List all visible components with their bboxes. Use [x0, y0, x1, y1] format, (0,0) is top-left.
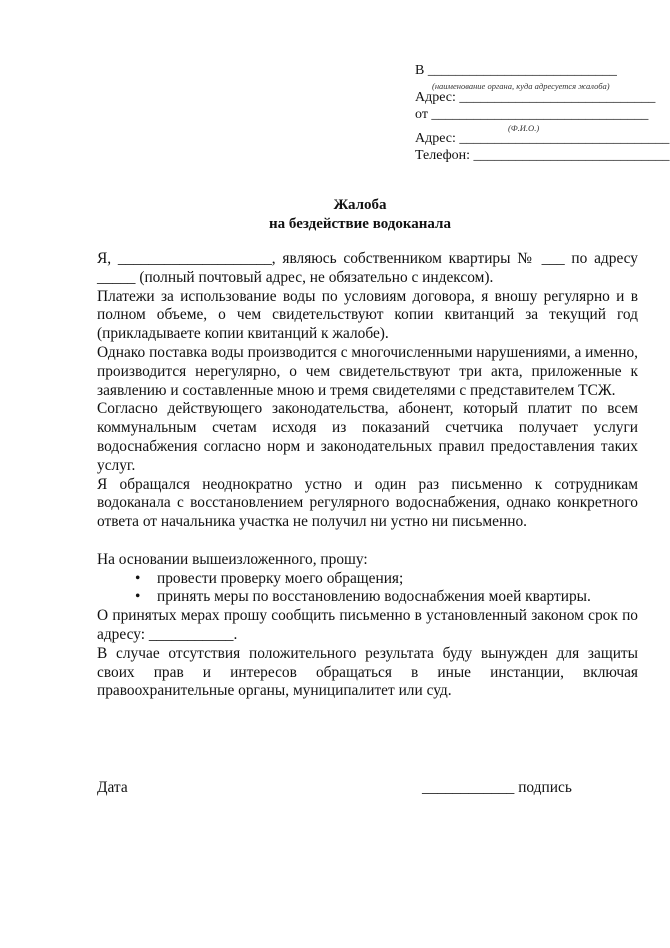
paragraph: Согласно действующего законодательства, абонент, который платит по всем коммунальным счетам исходя из показаний счетчика получает услуги водоснабжения согласно норм и законодательных правил предоставления таких услуг. [97, 400, 638, 474]
recipient-address-line: Адрес: ____________________________ [415, 90, 656, 105]
title-line-2: на бездействие водоканала [269, 216, 451, 232]
sender-line: от _______________________________ [415, 107, 649, 122]
sender-phone-line: Телефон: ____________________________ [415, 148, 670, 163]
document-body [97, 250, 638, 701]
paragraph: Я обращался неоднократно устно и один раз письменно к сотрудникам водоканала с восстановлением регулярного водоснабжения, однако конкретного ответа от начальника участка не получил ни устно ни письменно. [97, 475, 638, 531]
date-label: Дата [97, 779, 128, 796]
sender-hint: (Ф.И.О.) [508, 123, 540, 133]
request-list [97, 570, 638, 608]
title-line-1: Жалоба [333, 197, 387, 213]
request-text: провести проверку моего обращения; [157, 569, 404, 587]
recipient-hint: (наименование органа, куда адресуется жалоба) [432, 81, 610, 91]
bullet-icon: • [135, 588, 141, 606]
paragraph: О принятых мерах прошу сообщить письменно в установленный законом срок по адресу: ___________. [97, 607, 638, 643]
document-title [0, 196, 670, 234]
recipient-line: В ___________________________ [415, 63, 617, 78]
paragraph: В случае отсутствия положительного результата буду вынужден для защиты своих прав и интересов обращаться в иные инстанции, включая правоохранительные органы, муниципалитет или суд. [97, 644, 638, 700]
list-item [97, 570, 638, 589]
paragraph: Я, ____________________, являюсь собственником квартиры № ___ по адресу _____ (полный почтовый адрес, не обязательно с индексом). [97, 250, 638, 286]
bullet-icon: • [135, 569, 141, 587]
request-intro: На основании вышеизложенного, прошу: [97, 550, 368, 568]
list-item [97, 588, 638, 607]
paragraph: Платежи за использование воды по условиям договора, я вношу регулярно и в полном объеме, о чем свидетельствуют копии квитанций за текущий год (прикладываете копии квитанций к жалобе). [97, 287, 638, 343]
request-text: принять меры по восстановлению водоснабжения моей квартиры. [157, 588, 591, 606]
sender-address-line: Адрес: ______________________________ [415, 131, 670, 146]
signature-line: ____________ подпись [422, 779, 572, 796]
paragraph: Однако поставка воды производится с многочисленными нарушениями, а именно, производится нерегулярно, о чем свидетельствуют три акта, приложенные к заявлению и составленные мною и тремя свидетелями с представителем ТСЖ. [97, 343, 638, 399]
